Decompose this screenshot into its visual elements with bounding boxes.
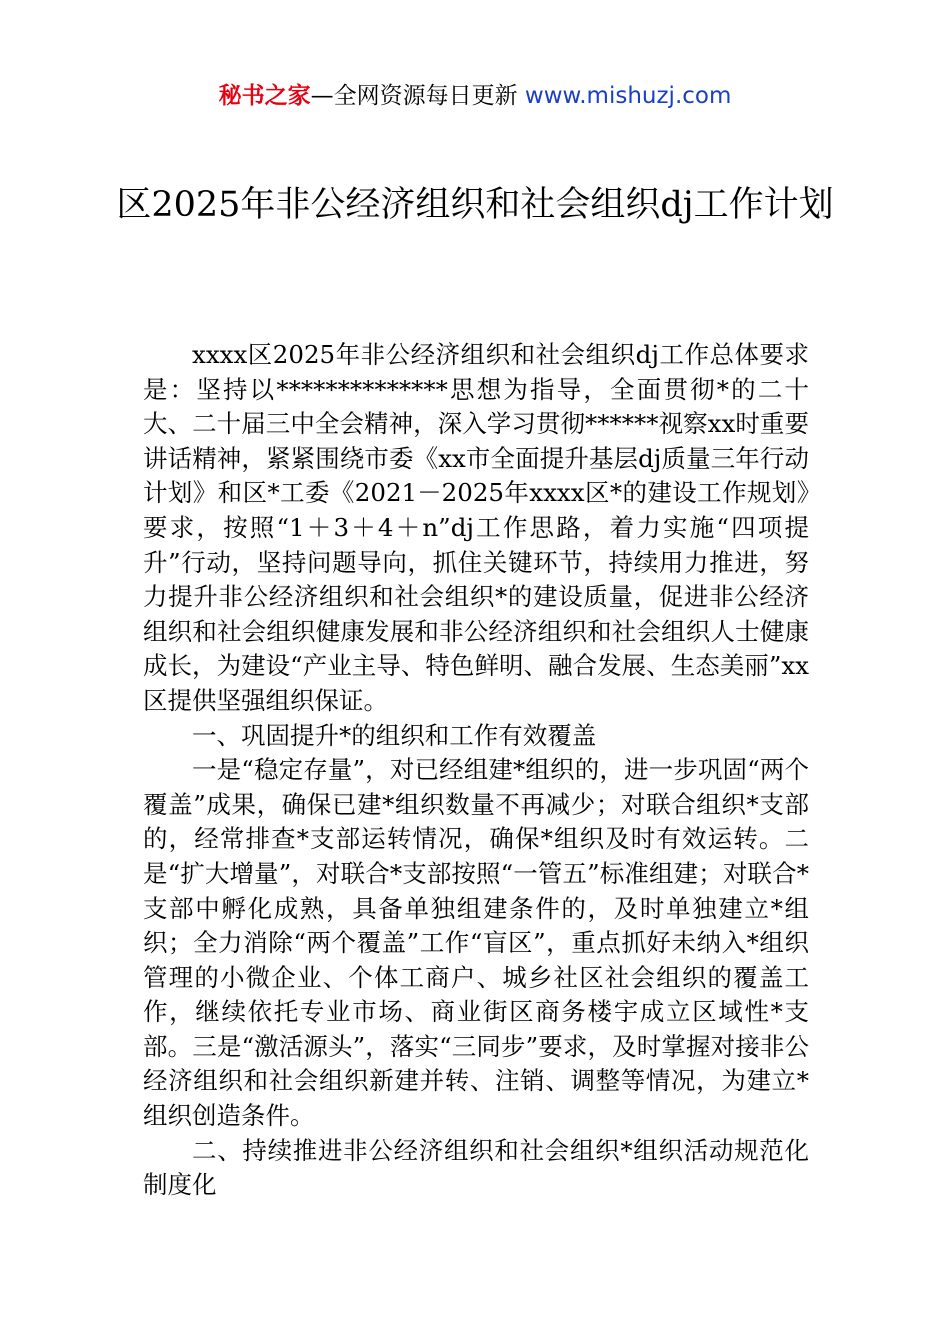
site-header [0, 80, 950, 112]
intro-paragraph: xxxx区2025年非公经济组织和社会组织dj工作总体要求是：坚持以**************思想为指导，全面贯彻*的二十大、二十届三中全会精神，深入学习贯彻******视察xx时重要讲话精神，紧紧围绕市委《xx市全面提升基层dj质量三年行动计划》和区*工委《2021－2025年xxxx区*的建设工作规划》要求，按照“1＋3＋4＋n”dj工作思路，着力实施“四项提升”行动，坚持问题导向，抓住关键环节，持续用力推进，努力提升非公经济组织和社会组织*的建设质量，促进非公经济组织和社会组织健康发展和非公经济组织和社会组织人士健康成长，为建设“产业主导、特色鲜明、融合发展、生态美丽”xx区提供坚强组织保证。 [143, 340, 809, 715]
site-brand: 秘书之家 [218, 83, 311, 109]
section-1-paragraph: 一是“稳定存量”，对已经组建*组织的，进一步巩固“两个覆盖”成果，确保已建*组织数量不再减少；对联合组织*支部的，经常排查*支部运转情况，确保*组织及时有效运转。二是“扩大增量”，对联合*支部按照“一管五”标准组建；对联合*支部中孵化成熟，具备单独组建条件的，及时单独建立*组织；全力消除“两个覆盖”工作“盲区”，重点抓好未纳入*组织管理的小微企业、个体工商户、城乡社区社会组织的覆盖工作，继续依托专业市场、商业街区商务楼宇成立区域性*支部。三是“激活源头”，落实“三同步”要求，及时掌握对接非公经济组织和社会组织新建并转、注销、调整等情况，为建立*组织创造条件。 [143, 755, 809, 1131]
document-body [143, 338, 809, 1203]
site-url-link[interactable]: www.mishuzj.com [524, 83, 732, 109]
section-heading-1: 一、巩固提升*的组织和工作有效覆盖 [192, 720, 597, 750]
section-heading-2: 二、持续推进非公经济组织和社会组织*组织活动规范化制度化 [143, 1135, 809, 1200]
document-title: 区2025年非公经济组织和社会组织dj工作计划 [116, 185, 834, 225]
site-slogan: —全网资源每日更新 [310, 83, 518, 109]
